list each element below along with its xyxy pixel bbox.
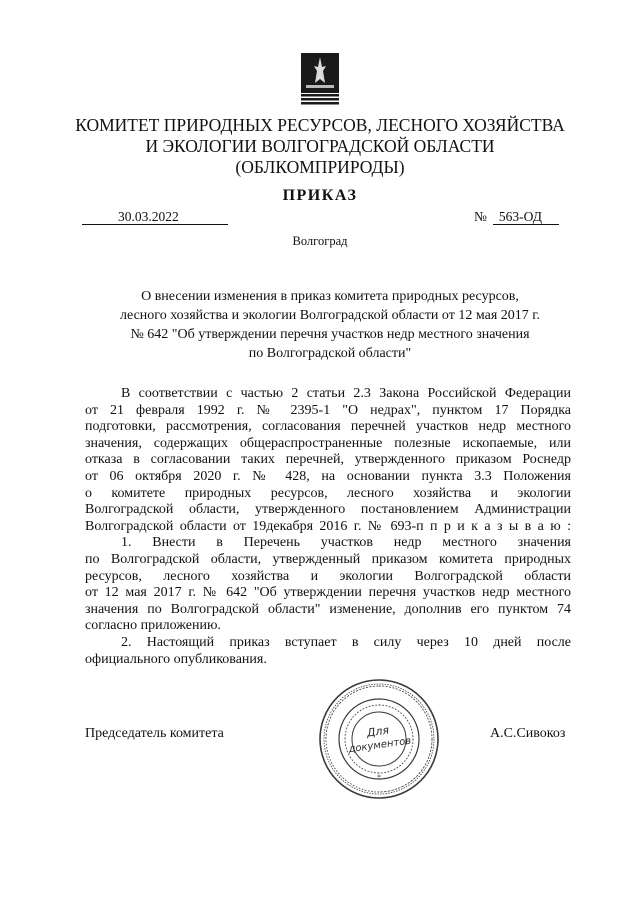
document-number bbox=[474, 209, 559, 225]
org-line-2: И ЭКОЛОГИИ ВОЛГОГРАДСКОЙ ОБЛАСТИ bbox=[145, 136, 495, 156]
body-line: В соответствии с частью 2 статьи 2.3 Закона Российской Федерации bbox=[121, 386, 571, 401]
subject-line-2: лесного хозяйства и экологии Волгоградской области от 12 мая 2017 г. bbox=[120, 308, 540, 323]
seal-text-line-1: Для bbox=[366, 723, 390, 740]
body-line: значения по Волгоградской области" изменение, дополнив его пунктом 74 bbox=[85, 601, 571, 617]
body-line: официального опубликования. bbox=[85, 651, 267, 667]
document-city: Волгоград bbox=[292, 234, 348, 248]
body-line: отказа в согласовании таких перечней, утвержденного приказом Роснедр bbox=[85, 452, 571, 468]
subject-line-1: О внесении изменения в приказ комитета природных ресурсов, bbox=[141, 289, 519, 304]
number-value: 563-ОД bbox=[493, 209, 559, 225]
signer-position: Председатель комитета bbox=[85, 726, 224, 741]
org-line-1: КОМИТЕТ ПРИРОДНЫХ РЕСУРСОВ, ЛЕСНОГО ХОЗЯЙСТВА bbox=[75, 115, 565, 135]
seal-star-icon: * bbox=[377, 773, 381, 782]
subject-line-3: № 642 "Об утверждении перечня участков недр местного значения bbox=[130, 327, 530, 342]
official-seal-stamp bbox=[317, 677, 441, 801]
document-body bbox=[85, 386, 571, 668]
body-line: от 06 октября 2020 г. № 428, на основании пункта 3.3 Положения bbox=[85, 468, 571, 484]
body-line: подготовки, рассмотрения, согласования перечней участков недр местного bbox=[85, 419, 571, 435]
document-date: 30.03.2022 bbox=[82, 209, 228, 225]
body-line: согласно приложению. bbox=[85, 618, 221, 634]
body-line: по Волгоградской области, утвержденный приказом комитета природных bbox=[85, 551, 571, 567]
document-title: ПРИКАЗ bbox=[282, 187, 358, 204]
number-label: № bbox=[474, 209, 487, 224]
coat-of-arms-icon bbox=[301, 53, 339, 105]
org-line-3: (ОБЛКОМПРИРОДЫ) bbox=[235, 157, 405, 177]
signer-name: А.С.Сивокоз bbox=[490, 726, 566, 741]
body-line: значения, содержащих общераспространенные полезные ископаемые, или bbox=[85, 435, 571, 451]
body-line: Волгоградской области от 19декабря 2016 г. № 693-п п р и к а з ы в а ю : bbox=[85, 518, 571, 534]
body-line: 2. Настоящий приказ вступает в силу через 10 дней после bbox=[121, 634, 571, 650]
seal-text-line-2: документов bbox=[347, 735, 412, 756]
body-line: от 12 мая 2017 г. № 642 "Об утверждении перечня участков недр местного bbox=[85, 585, 571, 601]
body-line: о комитете природных ресурсов, лесного хозяйства и экологии bbox=[85, 485, 571, 501]
organization-name bbox=[40, 115, 600, 178]
body-line: Волгоградской области, утвержденного постановлением Администрации bbox=[85, 502, 571, 518]
document-subject bbox=[80, 287, 580, 363]
subject-line-4: по Волгоградской области" bbox=[248, 346, 412, 361]
body-line: 1. Внести в Перечень участков недр местного значения bbox=[121, 535, 571, 551]
body-line: от 21 февраля 1992 г. № 2395-1 "О недрах", пунктом 17 Порядка bbox=[85, 402, 571, 418]
body-line: ресурсов, лесного хозяйства и экологии Волгоградской области bbox=[85, 568, 571, 584]
